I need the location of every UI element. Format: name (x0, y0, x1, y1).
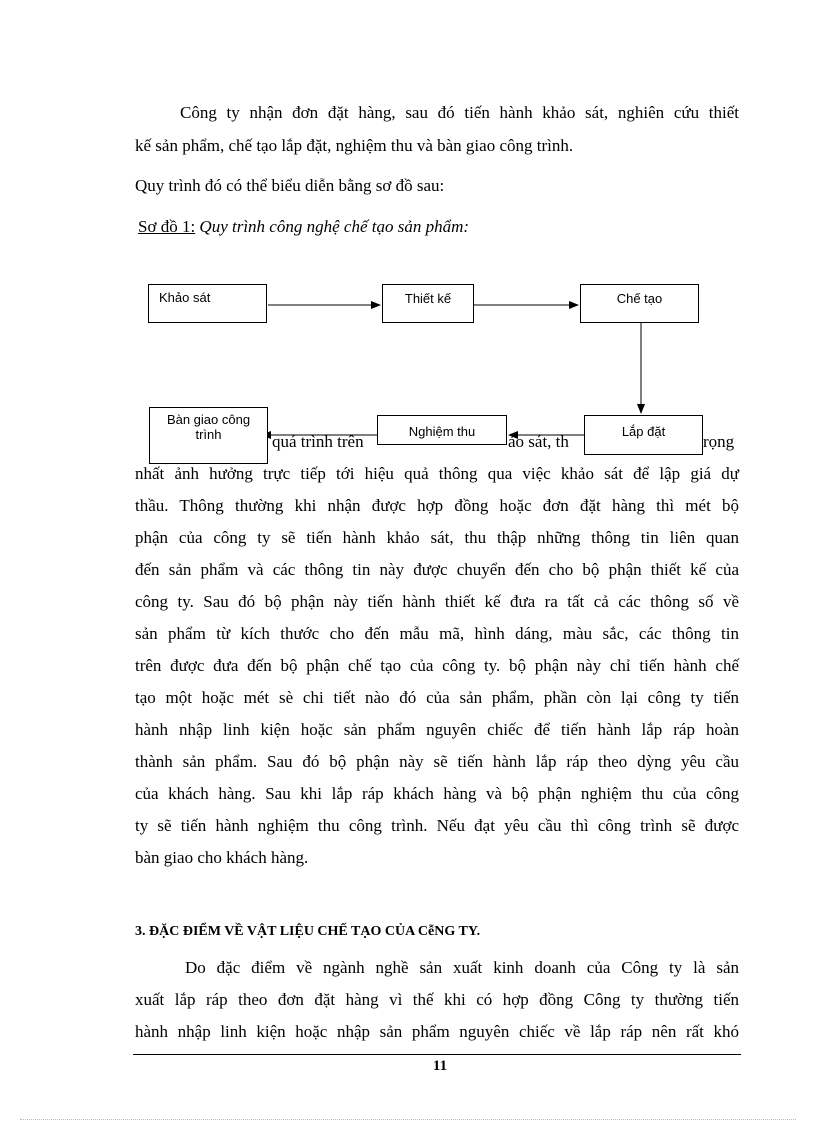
diagram-caption-text: Quy trình công nghệ chế tạo sản phẩm: (199, 217, 470, 236)
body-line-2: thầu. Thông thường khi nhận được hợp đồng hoặc đơn đặt hàng thì mét bộ (135, 496, 739, 515)
step-nghiem-thu: Nghiệm thu (377, 415, 507, 445)
body-line-8: tạo một hoặc mét sè chi tiết nào đó của sản phẩm, phần còn lại công ty tiến (135, 688, 739, 707)
step-che-tao: Chế tạo (580, 284, 699, 323)
body-partial-fragment-2: ảo sát, th (508, 432, 569, 451)
body-line-11: của khách hàng. Sau khi lắp ráp khách hàng và bộ phận nghiệm thu của công (135, 784, 739, 803)
body-line-5: công ty. Sau đó bộ phận này tiến hành thiết kế đưa ra tất cả các thông số về (135, 592, 739, 611)
body-line-13: bàn giao cho khách hàng. (135, 848, 309, 867)
step-khao-sat: Khảo sát (148, 284, 267, 323)
body-line-10: thành sản phẩm. Sau đó bộ phận này sẽ tiến hành lắp ráp theo dỳng yêu cầu (135, 752, 739, 771)
page-bottom-border (20, 1119, 796, 1120)
body-line-9: hành nhập linh kiện hoặc sản phẩm nguyên chiếc để tiến hành lắp ráp hoàn (135, 720, 739, 739)
body-line-12: ty sẽ tiến hành nghiệm thu công trình. Nếu đạt yêu cầu thì công trình sẽ được (135, 816, 739, 835)
page-number: 11 (432, 1058, 448, 1074)
body-line-6: sản phẩm từ kích thước cho đến mẫu mã, hình dáng, màu sắc, các thông tin (135, 624, 739, 643)
diagram-caption-label: Sơ đồ 1: (138, 217, 196, 236)
section-heading: 3. ĐẶC ĐIỂM VỀ VẬT LIỆU CHẾ TẠO CỦA CễNG TY. (135, 924, 481, 939)
step-ban-giao: Bàn giao công trình (149, 407, 268, 464)
step-lap-dat: Lắp đặt (584, 415, 703, 455)
intro-line-2: kế sản phẩm, chế tạo lắp đặt, nghiệm thu và bàn giao công trình. (135, 136, 574, 155)
intro-line-3: Quy trình đó có thể biểu diễn bằng sơ đồ sau: (135, 176, 445, 195)
body-line-4: đến sản phẩm và các thông tin này được chuyển đến cho bộ phận thiết kế của (135, 560, 739, 579)
body-partial-fragment-3: rọng (703, 432, 735, 451)
step-thiet-ke: Thiết kế (382, 284, 474, 323)
body-line-3: phận của công ty sẽ tiến hành khảo sát, thu thập những thông tin liên quan (135, 528, 739, 547)
section-line-1: Do đặc điểm về ngành nghề sản xuất kinh doanh của Công ty là sản (185, 958, 739, 977)
body-line-7: trên được đưa đến bộ phận chế tạo của công ty. bộ phận này chỉ tiến hành chế (135, 656, 739, 675)
section-line-3: hành nhập linh kiện hoặc nhập sản phẩm nguyên chiếc về lắp ráp nên rất khó (135, 1022, 739, 1041)
intro-line-1: Công ty nhận đơn đặt hàng, sau đó tiến hành khảo sát, nghiên cứu thiết (180, 103, 739, 122)
body-partial-fragment-1: quá trình trên (272, 432, 364, 451)
body-line-1: nhất ảnh hưởng trực tiếp tới hiệu quả thông qua việc khảo sát để lập giá dự (135, 464, 739, 483)
footer-rule (133, 1054, 741, 1055)
section-line-2: xuất lắp ráp theo đơn đặt hàng vì thế khi có hợp đồng Công ty thường tiến (135, 990, 739, 1009)
